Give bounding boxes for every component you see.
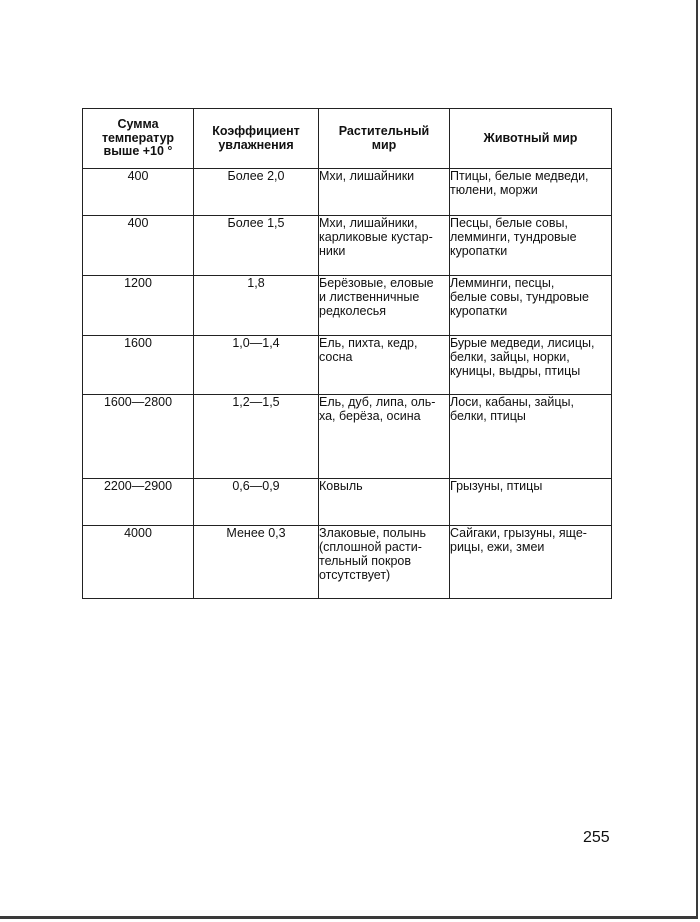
cell-flora: Ковыль	[319, 479, 450, 526]
cell-fauna: Птицы, белые медведи, тюлени, моржи	[450, 169, 612, 216]
cell-moisture-coefficient: Более 1,5	[194, 216, 319, 276]
cell-flora: Мхи, лишайники, карликовые кустар- ники	[319, 216, 450, 276]
cell-fauna: Песцы, белые совы, лемминги, тундровые куропатки	[450, 216, 612, 276]
cell-fauna: Грызуны, птицы	[450, 479, 612, 526]
cell-moisture-coefficient: Менее 0,3	[194, 526, 319, 599]
nature-zones-table	[82, 108, 612, 599]
header-temperature-sum: Сумма температур выше +10 °	[83, 109, 194, 169]
table-row	[83, 526, 612, 599]
cell-temperature-sum: 4000	[83, 526, 194, 599]
table-row	[83, 395, 612, 479]
cell-moisture-coefficient: 0,6—0,9	[194, 479, 319, 526]
cell-temperature-sum: 1600—2800	[83, 395, 194, 479]
cell-moisture-coefficient: 1,8	[194, 276, 319, 336]
cell-fauna: Лемминги, песцы, белые совы, тундровые куропатки	[450, 276, 612, 336]
cell-moisture-coefficient: 1,0—1,4	[194, 336, 319, 395]
cell-temperature-sum: 400	[83, 216, 194, 276]
header-fauna: Животный мир	[450, 109, 612, 169]
cell-flora: Берёзовые, еловые и лиственничные редколесья	[319, 276, 450, 336]
header-flora: Растительный мир	[319, 109, 450, 169]
cell-flora: Мхи, лишайники	[319, 169, 450, 216]
table-header-row	[83, 109, 612, 169]
page-number: 255	[583, 829, 610, 846]
cell-moisture-coefficient: Более 2,0	[194, 169, 319, 216]
cell-flora: Ель, дуб, липа, оль- ха, берёза, осина	[319, 395, 450, 479]
header-moisture-coefficient: Коэффициент увлажнения	[194, 109, 319, 169]
cell-flora: Ель, пихта, кедр, сосна	[319, 336, 450, 395]
cell-temperature-sum: 1600	[83, 336, 194, 395]
cell-moisture-coefficient: 1,2—1,5	[194, 395, 319, 479]
cell-temperature-sum: 2200—2900	[83, 479, 194, 526]
cell-fauna: Лоси, кабаны, зайцы, белки, птицы	[450, 395, 612, 479]
cell-fauna: Сайгаки, грызуны, яще- рицы, ежи, змеи	[450, 526, 612, 599]
cell-fauna: Бурые медведи, лисицы, белки, зайцы, норки, куницы, выдры, птицы	[450, 336, 612, 395]
table-row	[83, 479, 612, 526]
cell-flora: Злаковые, полынь (сплошной расти- тельный покров отсутствует)	[319, 526, 450, 599]
table-row	[83, 336, 612, 395]
table-row	[83, 276, 612, 336]
cell-temperature-sum: 400	[83, 169, 194, 216]
cell-temperature-sum: 1200	[83, 276, 194, 336]
table-row	[83, 169, 612, 216]
table-row	[83, 216, 612, 276]
